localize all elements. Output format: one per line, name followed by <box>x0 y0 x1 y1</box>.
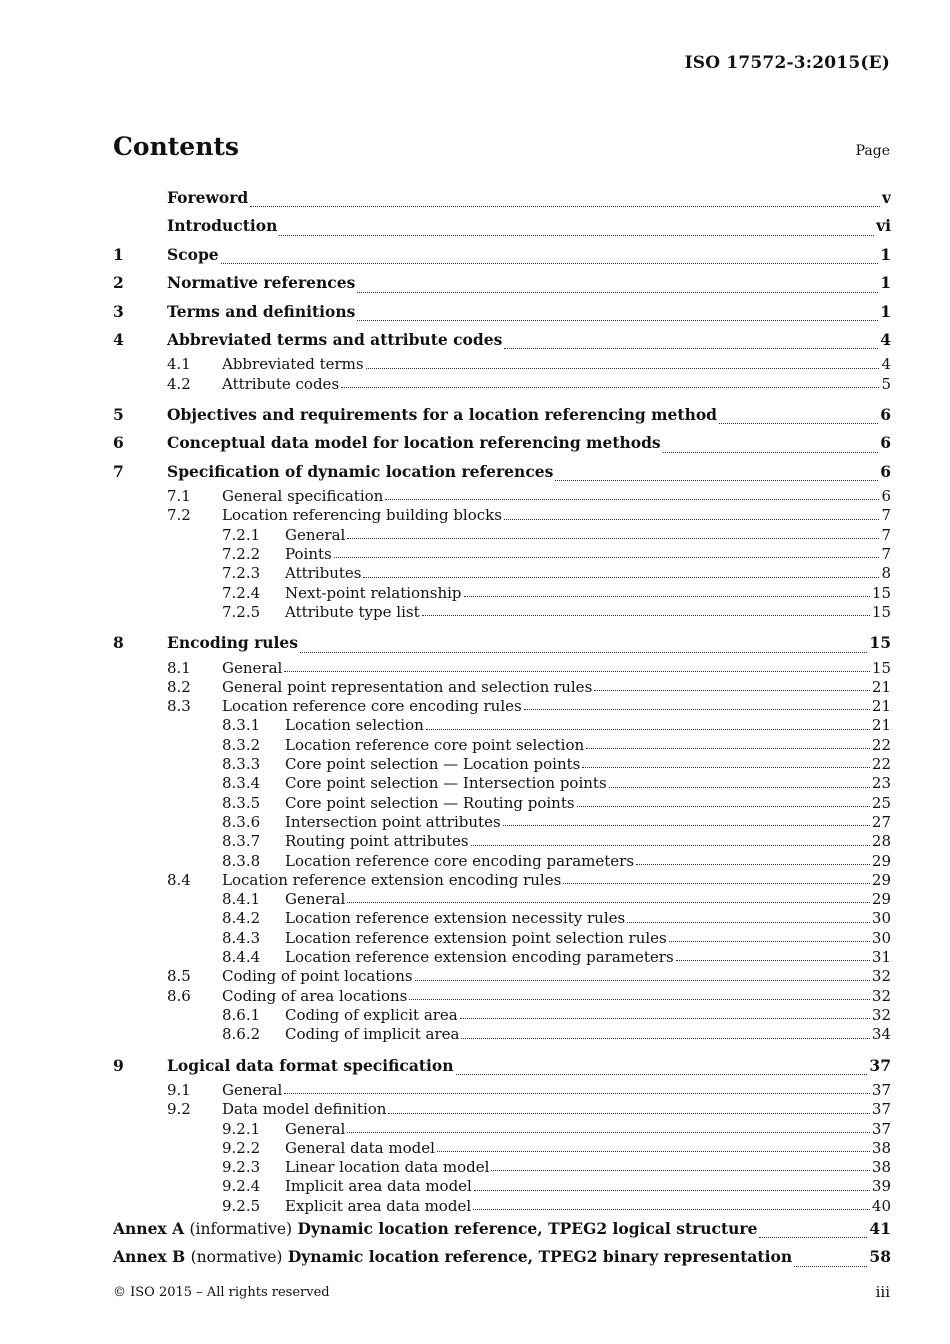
toc-entry[interactable] <box>113 430 891 458</box>
annex-title: Dynamic location reference, TPEG2 logical structure <box>297 1218 758 1238</box>
dot-leader <box>460 1017 870 1019</box>
toc-entry[interactable] <box>113 697 891 716</box>
toc-entry[interactable] <box>113 967 891 986</box>
dot-leader <box>676 959 870 961</box>
toc-entry-page: 4 <box>881 355 891 374</box>
toc-entry[interactable] <box>113 375 891 394</box>
dot-leader <box>473 1208 870 1210</box>
copyright-notice: © ISO 2015 – All rights reserved <box>113 1285 330 1300</box>
dot-leader <box>627 921 870 923</box>
dot-leader <box>464 595 870 597</box>
toc-entry-number: 8.4.3 <box>222 928 261 947</box>
dot-leader <box>385 498 879 500</box>
toc-entry-title: Next-point relationship <box>285 583 462 602</box>
dot-leader <box>284 670 870 672</box>
toc-entry[interactable] <box>113 678 891 697</box>
toc-entry[interactable] <box>113 1100 891 1119</box>
dot-leader <box>250 205 880 207</box>
toc-entry-number: 8.3.3 <box>222 755 261 774</box>
toc-entry-number: 8.3.1 <box>222 716 261 735</box>
toc-entry[interactable] <box>113 909 891 928</box>
toc-entry-page: 22 <box>871 755 891 774</box>
toc-entry-title: Coding of point locations <box>222 967 413 986</box>
toc-entry[interactable] <box>113 1158 891 1177</box>
toc-entry[interactable] <box>113 526 891 545</box>
page-title: Contents <box>113 132 240 161</box>
section-spacer <box>113 622 891 630</box>
toc-entry[interactable] <box>113 736 891 755</box>
toc-entry-title: General point representation and selection rules <box>222 677 593 696</box>
dot-leader <box>334 556 880 558</box>
toc-entry-page: 1 <box>880 244 891 264</box>
toc-entry[interactable] <box>113 506 891 525</box>
toc-entry-page: 37 <box>871 1119 891 1138</box>
toc-entry-number: 9.2 <box>167 1100 191 1119</box>
toc-entry-title: Conceptual data model for location referencing methods <box>167 433 661 453</box>
toc-entry-title: Coding of area locations <box>222 986 408 1005</box>
toc-entry-title: Encoding rules <box>167 633 299 653</box>
dot-leader <box>504 347 878 349</box>
annex-label: Annex A <box>113 1218 185 1238</box>
toc-entry-page: 40 <box>871 1196 891 1215</box>
toc-entry[interactable] <box>113 755 891 774</box>
toc-entry[interactable] <box>113 659 891 678</box>
toc-entry[interactable] <box>113 327 891 355</box>
toc-entry-page: 6 <box>880 404 891 424</box>
toc-entry-page: 32 <box>871 967 891 986</box>
toc-entry-number: 7.2.5 <box>222 602 261 621</box>
toc-entry[interactable] <box>113 1216 891 1244</box>
toc-entry-number: 7 <box>113 461 124 481</box>
toc-entry[interactable] <box>113 987 891 1006</box>
toc-entry-title: Location reference extension necessity rules <box>285 909 626 928</box>
toc-entry-title: Routing point attributes <box>285 832 469 851</box>
toc-entry[interactable] <box>113 929 891 948</box>
dot-leader <box>669 940 870 942</box>
toc-entry-page: 37 <box>869 1055 891 1075</box>
toc-entry-number: 8.3.4 <box>222 774 261 793</box>
toc-entry[interactable] <box>113 832 891 851</box>
toc-entry-title: Terms and definitions <box>167 301 356 321</box>
dot-leader <box>347 537 879 539</box>
toc-entry-page: 30 <box>871 928 891 947</box>
toc-entry-title: General <box>222 658 283 677</box>
toc-entry-title: Logical data format specification <box>167 1055 454 1075</box>
toc-entry[interactable] <box>113 871 891 890</box>
toc-entry-number: 3 <box>113 301 124 321</box>
toc-entry-title: Coding of explicit area <box>285 1005 458 1024</box>
toc-entry-number: 8.1 <box>167 658 191 677</box>
toc-entry-page: 7 <box>881 545 891 563</box>
toc-entry[interactable] <box>113 242 891 270</box>
dot-leader <box>663 451 879 453</box>
toc-entry-number: 8.3 <box>167 697 191 716</box>
toc-entry-title: Data model definition <box>222 1100 387 1119</box>
toc-entry-title: Explicit area data model <box>285 1196 472 1215</box>
toc-entry-title: Core point selection — Location points <box>285 755 581 774</box>
toc-entry-number: 8.5 <box>167 967 191 986</box>
toc-entry-title: Specification of dynamic location references <box>167 461 554 481</box>
toc-entry-title: Location reference extension encoding parameters <box>285 948 674 967</box>
toc-entry-page: 6 <box>881 487 891 506</box>
toc-entry-title: Attribute type list <box>285 602 420 621</box>
dot-leader <box>300 651 867 653</box>
toc-entry-page: 1 <box>880 301 891 321</box>
section-spacer <box>113 1045 891 1053</box>
toc-entry-page: 31 <box>871 948 891 967</box>
dot-leader <box>461 1037 869 1039</box>
toc-entry-page: 37 <box>871 1100 891 1119</box>
toc-entry-number: 7.2.4 <box>222 583 261 602</box>
toc-entry-title: Location reference extension point selection rules <box>285 928 667 947</box>
toc-entry-page: 32 <box>871 1005 891 1024</box>
toc-entry-number: 7.2 <box>167 506 191 525</box>
toc-entry-page: 28 <box>871 832 891 851</box>
dot-leader <box>347 901 870 903</box>
toc-entry-title: Location reference extension encoding rules <box>222 870 562 889</box>
toc-entry-number: 8.3.5 <box>222 793 261 812</box>
toc-entry-number: 4.2 <box>167 374 191 393</box>
toc-entry[interactable] <box>113 299 891 327</box>
dot-leader <box>503 824 870 826</box>
toc-entry-title: General <box>285 525 346 544</box>
toc-entry[interactable] <box>113 774 891 793</box>
toc-entry-page: 30 <box>871 909 891 928</box>
toc-entry-title: General specification <box>222 487 384 506</box>
toc-entry[interactable] <box>113 1025 891 1044</box>
section-spacer <box>113 394 891 402</box>
toc-entry-page: 32 <box>871 986 891 1005</box>
toc-entry[interactable] <box>113 213 891 241</box>
toc-entry-number: 9 <box>113 1055 124 1075</box>
toc-entry-title <box>113 1244 792 1270</box>
toc-entry-page: 29 <box>871 890 891 909</box>
toc-entry-page: 21 <box>871 697 891 716</box>
dot-leader <box>609 786 870 788</box>
toc-entry-page: 5 <box>881 374 891 393</box>
toc-entry[interactable] <box>113 716 891 735</box>
toc-entry[interactable] <box>113 852 891 871</box>
toc-entry[interactable] <box>113 1177 891 1196</box>
toc-entry-title: Points <box>285 545 332 563</box>
toc-entry[interactable] <box>113 355 891 374</box>
toc-entry-title: Location selection <box>285 716 424 735</box>
toc-entry-page: 38 <box>871 1158 891 1177</box>
toc-entry[interactable] <box>113 1197 891 1216</box>
toc-entry-number: 1 <box>113 244 124 264</box>
toc-entry-title: Attributes <box>285 564 362 583</box>
toc-entry-number: 8.4.2 <box>222 909 261 928</box>
toc-entry-title: Location reference core encoding parameters <box>285 851 635 870</box>
page-number: iii <box>875 1283 890 1301</box>
toc-entry-number: 9.2.5 <box>222 1196 261 1215</box>
toc-entry[interactable] <box>113 603 891 622</box>
toc-entry[interactable] <box>113 1081 891 1100</box>
toc-entry[interactable] <box>113 948 891 967</box>
toc-entry-page: 23 <box>871 774 891 793</box>
toc-entry-number: 7.1 <box>167 487 191 506</box>
toc-entry-page: 15 <box>869 633 891 653</box>
dot-leader <box>594 689 870 691</box>
toc-entry-page: 15 <box>871 602 891 621</box>
dot-leader <box>471 844 870 846</box>
toc-entry-number: 8.2 <box>167 677 191 696</box>
toc-entry-number: 9.2.2 <box>222 1138 261 1157</box>
toc-entry-page: 34 <box>871 1025 891 1044</box>
toc-entry-title <box>113 1216 757 1242</box>
toc-entry[interactable] <box>113 584 891 603</box>
toc-entry-page: 21 <box>871 677 891 696</box>
toc-entry-page: 15 <box>871 658 891 677</box>
toc-entry-number: 8.4.1 <box>222 890 261 909</box>
dot-leader <box>366 367 880 369</box>
toc-entry[interactable] <box>113 564 891 583</box>
dot-leader <box>357 291 878 293</box>
toc-entry-page: 37 <box>871 1080 891 1099</box>
toc-entry-page: 7 <box>881 506 891 525</box>
dot-leader <box>759 1236 867 1238</box>
toc-entry-number: 8.3.8 <box>222 851 261 870</box>
dot-leader <box>341 386 879 388</box>
toc-entry-page: 29 <box>871 870 891 889</box>
toc-entry-number: 4.1 <box>167 355 191 374</box>
toc-entry[interactable] <box>113 270 891 298</box>
toc-entry-title: Coding of implicit area <box>285 1025 460 1044</box>
toc-entry-page: 7 <box>881 525 891 544</box>
toc-entry-title: Abbreviated terms and attribute codes <box>167 329 503 349</box>
toc-entry[interactable] <box>113 630 891 658</box>
toc-entry[interactable] <box>113 1120 891 1139</box>
toc-entry-title: General <box>222 1080 283 1099</box>
toc-entry-number: 8.6 <box>167 986 191 1005</box>
dot-leader <box>555 479 878 481</box>
toc-entry-page: 38 <box>871 1138 891 1157</box>
annex-type: (normative) <box>190 1248 283 1267</box>
toc-entry-number: 8.4.4 <box>222 948 261 967</box>
toc-entry-page: 15 <box>871 583 891 602</box>
toc-entry-title: Core point selection — Routing points <box>285 793 575 812</box>
toc-entry-title: General <box>285 890 346 909</box>
toc-entry-title: Core point selection — Intersection points <box>285 774 607 793</box>
dot-leader <box>582 766 870 768</box>
toc-entry-number: 8.3.7 <box>222 832 261 851</box>
toc-entry-title: Location reference core point selection <box>285 735 585 754</box>
toc-entry[interactable] <box>113 1053 891 1081</box>
dot-leader <box>409 998 870 1000</box>
toc-entry-number: 8.4 <box>167 870 191 889</box>
toc-entry-page: 27 <box>871 812 891 831</box>
dot-leader <box>347 1131 870 1133</box>
dot-leader <box>636 863 870 865</box>
toc-entry-number: 7.2.2 <box>222 545 261 563</box>
toc-entry-number: 6 <box>113 433 124 453</box>
toc-entry-number: 8 <box>113 633 124 653</box>
toc-entry[interactable] <box>113 487 891 506</box>
toc-entry-number: 4 <box>113 329 124 349</box>
toc-entry-title: Intersection point attributes <box>285 812 501 831</box>
toc-entry[interactable] <box>113 459 891 487</box>
dot-leader <box>524 708 870 710</box>
toc-entry[interactable] <box>113 890 891 909</box>
toc-entry-number: 9.2.4 <box>222 1177 261 1196</box>
page-column-label: Page <box>855 143 890 159</box>
toc-entry-page: 25 <box>871 793 891 812</box>
toc-entry-page: 41 <box>869 1218 891 1238</box>
dot-leader <box>279 234 874 236</box>
toc-entry-number: 8.6.2 <box>222 1025 261 1044</box>
dot-leader <box>422 614 870 616</box>
dot-leader <box>363 576 879 578</box>
toc-entry-page: v <box>881 188 891 207</box>
dot-leader <box>284 1092 870 1094</box>
toc-entry-page: 58 <box>869 1247 891 1267</box>
toc-entry-page: 22 <box>871 735 891 754</box>
annex-type: (informative) <box>189 1219 293 1238</box>
toc-entry-page: 1 <box>880 273 891 293</box>
toc-entry-number: 2 <box>113 273 124 293</box>
dot-leader <box>474 1189 870 1191</box>
toc-entry-title: Scope <box>167 244 219 264</box>
toc-entry[interactable] <box>113 813 891 832</box>
dot-leader <box>426 728 870 730</box>
toc-entry[interactable] <box>113 1006 891 1025</box>
toc-entry-title: Objectives and requirements for a location referencing method <box>167 404 718 424</box>
toc-entry-page: 21 <box>871 716 891 735</box>
document-id: ISO 17572-3:2015(E) <box>684 53 890 73</box>
toc-entry-page: 6 <box>880 461 891 481</box>
dot-leader <box>221 262 879 264</box>
toc-entry-title: Foreword <box>167 188 249 207</box>
toc-entry-number: 8.6.1 <box>222 1005 261 1024</box>
toc-entry-title: Location referencing building blocks <box>222 506 502 525</box>
toc-entry-title: Linear location data model <box>285 1158 490 1177</box>
toc-entry-page: 29 <box>871 851 891 870</box>
toc-entry-title: Introduction <box>167 216 278 236</box>
dot-leader <box>388 1112 869 1114</box>
toc-entry-title: Attribute codes <box>222 374 340 393</box>
table-of-contents <box>113 185 891 1273</box>
dot-leader <box>415 979 870 981</box>
dot-leader <box>563 882 870 884</box>
toc-entry[interactable] <box>113 545 891 564</box>
toc-entry[interactable] <box>113 402 891 430</box>
toc-entry-page: 4 <box>880 329 891 349</box>
toc-entry-page: vi <box>876 216 891 236</box>
dot-leader <box>586 747 870 749</box>
toc-entry-number: 8.3.2 <box>222 735 261 754</box>
toc-entry-number: 8.3.6 <box>222 812 261 831</box>
dot-leader <box>456 1073 868 1075</box>
toc-entry-number: 9.1 <box>167 1080 191 1099</box>
toc-entry-page: 6 <box>880 433 891 453</box>
toc-entry-title: Implicit area data model <box>285 1177 472 1196</box>
annex-label: Annex B <box>113 1247 186 1267</box>
toc-entry[interactable] <box>113 1244 891 1272</box>
toc-entry-number: 7.2.3 <box>222 564 261 583</box>
toc-entry[interactable] <box>113 794 891 813</box>
dot-leader <box>719 422 878 424</box>
toc-entry-title: Abbreviated terms <box>222 355 364 374</box>
toc-entry-title: Normative references <box>167 273 356 293</box>
dot-leader <box>437 1150 870 1152</box>
toc-entry-title: General <box>285 1119 346 1138</box>
annex-title: Dynamic location reference, TPEG2 binary representation <box>287 1247 793 1267</box>
dot-leader <box>357 319 878 321</box>
dot-leader <box>491 1169 869 1171</box>
toc-entry-page: 8 <box>881 564 891 583</box>
toc-entry-number: 7.2.1 <box>222 525 261 544</box>
toc-entry-number: 9.2.3 <box>222 1158 261 1177</box>
toc-entry-title: General data model <box>285 1138 435 1157</box>
toc-entry[interactable] <box>113 1139 891 1158</box>
toc-entry-page: 39 <box>871 1177 891 1196</box>
toc-entry-title: Location reference core encoding rules <box>222 697 522 716</box>
dot-leader <box>504 518 880 520</box>
dot-leader <box>577 805 870 807</box>
toc-entry[interactable] <box>113 185 891 213</box>
toc-entry-number: 9.2.1 <box>222 1119 261 1138</box>
toc-entry-number: 5 <box>113 404 124 424</box>
dot-leader <box>794 1265 867 1267</box>
